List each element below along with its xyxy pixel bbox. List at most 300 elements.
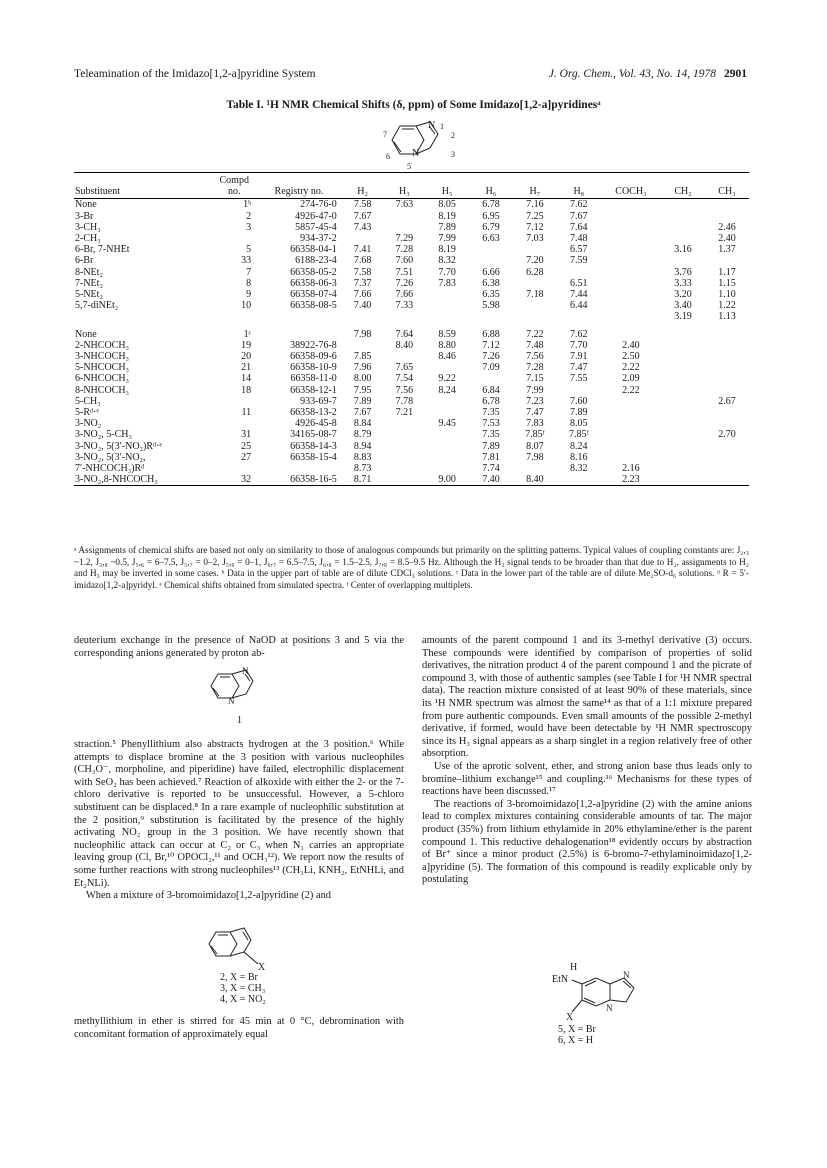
table-cell: 7 xyxy=(246,266,252,278)
column-header: CH₃ xyxy=(705,173,749,199)
table-cell: 4926-45-8 xyxy=(295,418,337,430)
table-cell: 31 xyxy=(241,429,252,441)
table-cell: 10 xyxy=(241,300,252,312)
table-cell: 3-NO₂, 5(3′-NO₂, xyxy=(75,451,146,463)
table-cell: 2-NHCOCH₃ xyxy=(75,339,130,351)
table-cell xyxy=(705,441,749,452)
table-cell: 8.24 xyxy=(570,440,588,452)
compound-label: 3, X = CH₃ xyxy=(220,983,266,994)
table-cell: 2-CH₃ xyxy=(75,233,101,245)
compound-1-label: 1 xyxy=(237,715,242,726)
table-cell: 7.40 xyxy=(469,474,513,486)
table-cell xyxy=(469,311,513,322)
table-cell xyxy=(425,441,469,452)
table-cell xyxy=(513,311,557,322)
table-cell: 8 xyxy=(246,277,252,289)
svg-text:N: N xyxy=(606,1003,613,1013)
table-row xyxy=(74,418,749,429)
table-cell: 7.85ᶠ xyxy=(525,429,545,441)
table-cell xyxy=(425,429,469,440)
table-cell: 66358-06-3 xyxy=(290,277,337,289)
table-cell: 934-37-2 xyxy=(300,233,337,245)
svg-text:N: N xyxy=(228,696,235,706)
struct-label: 5 xyxy=(407,162,411,171)
column-header: Substituent xyxy=(74,173,212,199)
table-cell: 14 xyxy=(241,373,252,385)
table-cell: 7.89 xyxy=(570,407,588,419)
table-cell: 7.03 xyxy=(526,233,544,245)
table-cell xyxy=(601,244,661,255)
table-cell xyxy=(705,329,749,340)
table-cell xyxy=(661,362,705,373)
table-cell: 6.84 xyxy=(482,384,500,396)
table-cell: 2.46 xyxy=(718,221,736,233)
compound-5-6-structure xyxy=(568,966,658,1030)
table-row xyxy=(74,222,749,233)
table-footnote: ᵃ Assignments of chemical shifts are based not only on similarity to those of analogous compounds but primarily on the splitting patterns. Typical values of coupling constants are: J₂,₃ ~1.2, J₃,₈ ~0.5, J₅,₆ = 6–7.5, J₅,₇ = 0–2, J₅,₈ = 0–1, J₆,₇ = 6.5–7.5, J₆,₈ = 1.5–2.5, J₇,₈ = 8.5–9.5 Hz. Although the H₃ signal tends to be broader than that due to H₂, assignments to H₂ and H₃ may be inverted in some cases. ᵇ Data in the upper part of table are of dilute CDCl₃ solutions. ᶜ Data in the lower part of the table are of dilute Me₂SO-d₆ solutions. ᵈ R = 5′-imidazo[1,2-a]pyridyl. ᵉ Chemical shifts obtained from simulated spectra. ᶠ Center of overlapping multiplets. xyxy=(74,545,749,590)
table-cell: 7.98 xyxy=(526,451,544,463)
table-cell: 66358-13-2 xyxy=(290,407,337,419)
compound-label: 6, X = H xyxy=(558,1035,594,1046)
table-cell xyxy=(661,255,705,266)
table-cell xyxy=(256,311,342,322)
compound-1-structure xyxy=(208,666,272,710)
table-row xyxy=(74,329,749,340)
table-cell: 7.96 xyxy=(353,362,372,374)
table-cell: 66358-05-2 xyxy=(290,266,337,278)
table-cell: 7.20 xyxy=(526,255,544,267)
table-cell: 7.78 xyxy=(395,395,414,407)
table-cell: 6.95 xyxy=(482,210,500,222)
table-cell xyxy=(383,452,425,463)
table-cell xyxy=(425,407,469,418)
table-cell xyxy=(601,407,661,418)
table-cell: 7.83 xyxy=(438,277,456,289)
table-cell xyxy=(513,278,557,289)
paragraph: The reactions of 3-bromoimidazo[1,2-a]pyridine (2) with the amine anions lead to complex mixtures containing considerable amounts of tar. The major product (35%) from lithium ethylamide in 20% ethylamine/ether is the parent compound 1. This reductive dehalogenation¹⁸ evidently occurs by abstraction of Br⁺ since a minor product (2.5%) is 6-bromo-7-ethylaminoimidazo[1,2-a]pyridine (5). The formation of this compound is readily explicable only by postulating xyxy=(422,798,752,886)
table-cell xyxy=(661,340,705,351)
table-cell: 7.54 xyxy=(395,373,414,385)
table-cell: 3-CH₃ xyxy=(75,221,101,233)
table-cell xyxy=(383,463,425,474)
table-cell: 7.89 xyxy=(353,395,372,407)
table-cell xyxy=(383,474,425,486)
table-cell: 20 xyxy=(241,351,252,363)
column-header: CH₂ xyxy=(661,173,705,199)
table-cell: 7.65 xyxy=(395,362,414,374)
struct-label: 6 xyxy=(386,152,390,161)
table-row xyxy=(74,396,749,407)
table-cell: 8.59 xyxy=(438,328,456,340)
table-cell xyxy=(661,385,705,396)
table-cell: 6-Br xyxy=(75,255,94,267)
table-cell: 2.22 xyxy=(622,384,640,396)
table-cell: 7.33 xyxy=(395,300,414,312)
table-cell: 6.88 xyxy=(482,328,500,340)
table-cell xyxy=(469,373,513,384)
table-cell xyxy=(705,340,749,351)
table-cell: 3-NO₂, 5-CH₃ xyxy=(75,429,132,441)
table-cell: 7.15 xyxy=(526,373,544,385)
table-cell: 4926-47-0 xyxy=(295,210,337,222)
table-row xyxy=(74,211,749,222)
table-cell xyxy=(212,396,256,407)
table-cell: 7.56 xyxy=(526,351,544,363)
table-cell: 2.22 xyxy=(622,362,640,374)
table-cell: 274-76-0 xyxy=(300,199,337,211)
table-cell xyxy=(705,418,749,429)
table-cell xyxy=(661,396,705,407)
table-cell xyxy=(601,199,661,211)
left-column-top xyxy=(74,635,404,660)
table-cell: 6-NHCOCH₃ xyxy=(75,373,130,385)
table-cell xyxy=(383,211,425,222)
table-cell: 1ᵇ xyxy=(243,199,252,211)
column-header: Compd no. xyxy=(212,173,256,199)
table-cell xyxy=(601,255,661,266)
table-cell xyxy=(705,452,749,463)
table-cell: 6.78 xyxy=(482,395,500,407)
table-cell: 66358-11-0 xyxy=(290,373,337,385)
table-cell xyxy=(601,278,661,289)
table-cell xyxy=(425,396,469,407)
table-cell xyxy=(74,311,212,322)
table-row xyxy=(74,289,749,300)
table-cell: 3.40 xyxy=(674,300,692,312)
table-cell xyxy=(212,233,256,244)
imidazopyridine-structure xyxy=(372,118,462,170)
table-body xyxy=(74,199,749,486)
table-cell: 5-NHCOCH₃ xyxy=(75,362,130,374)
table-cell: 66358-12-1 xyxy=(290,384,337,396)
table-cell: 7.68 xyxy=(353,255,372,267)
table-cell: 7.59 xyxy=(570,255,588,267)
table-cell: 7.74 xyxy=(482,463,500,475)
compound-2-4-labels xyxy=(220,972,266,1005)
table-cell xyxy=(705,373,749,384)
table-cell: 6.51 xyxy=(570,277,588,289)
table-cell: 9 xyxy=(246,289,252,301)
table-cell: 2.16 xyxy=(622,463,640,475)
table-cell: 66358-15-4 xyxy=(290,451,337,463)
table-cell: 7.21 xyxy=(395,407,414,419)
table-row xyxy=(74,199,749,211)
table-cell: 9.45 xyxy=(438,418,456,430)
table-cell: 7.47 xyxy=(570,362,588,374)
table-cell: 7.66 xyxy=(395,289,414,301)
table-cell: 7.23 xyxy=(526,395,544,407)
table-row xyxy=(74,373,749,384)
table-cell xyxy=(601,441,661,452)
table-cell: 5857-45-4 xyxy=(295,221,337,233)
table-cell xyxy=(601,211,661,222)
svg-text:N: N xyxy=(623,970,630,980)
column-header: COCH₃ xyxy=(601,173,661,199)
journal-citation: J. Org. Chem., Vol. 43, No. 14, 1978 2901 xyxy=(548,68,747,80)
table-cell: 8.32 xyxy=(438,255,456,267)
table-cell xyxy=(557,267,601,278)
table-cell xyxy=(425,452,469,463)
table-cell: 7.62 xyxy=(570,199,588,211)
table-cell: 7.67 xyxy=(353,407,372,419)
table-cell: 33 xyxy=(241,255,252,267)
table-cell: 7.99 xyxy=(526,384,544,396)
struct-label: 3 xyxy=(451,150,455,159)
table-cell: 1.10 xyxy=(718,289,736,301)
table-cell: 7.70 xyxy=(438,266,456,278)
table-cell: 5,7-diNEt₂ xyxy=(75,300,119,312)
table-cell: 6188-23-4 xyxy=(295,255,337,267)
table-cell: 8.32 xyxy=(570,463,588,475)
table-cell xyxy=(425,311,469,322)
table-cell: 34165-08-7 xyxy=(290,429,337,441)
compound-2-4-structure xyxy=(206,920,290,970)
table-cell: 7.67 xyxy=(353,210,372,222)
table-cell: 7.40 xyxy=(353,300,372,312)
substituent-x: X xyxy=(258,962,266,973)
table-row xyxy=(74,351,749,362)
table-cell xyxy=(212,463,256,474)
table-cell: 2.09 xyxy=(622,373,640,385)
table-cell: 3.33 xyxy=(674,277,692,289)
table-cell: 8.00 xyxy=(353,373,372,385)
table-cell xyxy=(557,474,601,486)
paragraph: When a mixture of 3-bromoimidazo[1,2-a]pyridine (2) and xyxy=(86,890,331,902)
table-cell: None xyxy=(75,199,97,211)
table-cell: 1.13 xyxy=(718,311,736,323)
paragraph: Use of the aprotic solvent, ether, and strong anion base thus leads only to bromine–lithium exchange¹⁵ and coupling.¹⁶ Mechanisms for these types of reactions have been discussed.¹⁷ xyxy=(422,760,752,798)
table-cell: 7.09 xyxy=(482,362,500,374)
table-cell: 7.99 xyxy=(438,233,456,245)
table-cell xyxy=(212,311,256,322)
table-cell: 8.71 xyxy=(342,474,384,486)
table-cell: 7.56 xyxy=(395,384,414,396)
table-cell xyxy=(601,267,661,278)
table-cell: 7.37 xyxy=(353,277,372,289)
table-cell: 66358-08-5 xyxy=(290,300,337,312)
table-cell: 25 xyxy=(241,440,252,452)
table-cell: 8.79 xyxy=(353,429,372,441)
table-cell: 7.89 xyxy=(438,221,456,233)
table-cell: None xyxy=(75,328,97,340)
struct-etn-label: EtN xyxy=(552,974,569,985)
table-cell: 66358-14-3 xyxy=(290,440,337,452)
table-cell: 7.22 xyxy=(526,328,544,340)
table-cell: 6.44 xyxy=(570,300,588,312)
table-cell: 9.22 xyxy=(438,373,456,385)
running-title: Teleamination of the Imidazo[1,2-a]pyridine System xyxy=(74,68,316,80)
compound-label: 4, X = NO₂ xyxy=(220,994,266,1005)
right-column xyxy=(422,635,752,887)
table-row xyxy=(74,244,749,255)
table-cell: 7.91 xyxy=(570,351,588,363)
table-cell: 8.40 xyxy=(513,474,557,486)
table-cell xyxy=(661,407,705,418)
table-cell xyxy=(661,211,705,222)
table-cell xyxy=(513,300,557,311)
table-cell xyxy=(342,311,384,322)
table-cell: 8-NEt₂ xyxy=(75,266,103,278)
table-row xyxy=(74,340,749,351)
table-cell: 7.43 xyxy=(353,221,372,233)
table-cell: 7.62 xyxy=(570,328,588,340)
table-cell xyxy=(661,474,705,486)
table-cell xyxy=(212,418,256,429)
table-cell: 7.95 xyxy=(353,384,372,396)
table-cell: 1.22 xyxy=(718,300,736,312)
table-cell: 1ᶜ xyxy=(243,328,252,340)
table-cell: 6.57 xyxy=(570,244,588,256)
table-cell: 1.15 xyxy=(718,277,736,289)
table-cell: 2.50 xyxy=(622,351,640,363)
table-cell xyxy=(342,233,384,244)
table-cell: 8-NHCOCH₃ xyxy=(75,384,130,396)
table-cell xyxy=(661,441,705,452)
table-cell: 2.67 xyxy=(718,395,736,407)
table-cell xyxy=(705,474,749,486)
table-cell: 8.80 xyxy=(438,339,456,351)
table-cell: 6.66 xyxy=(482,266,500,278)
table-cell xyxy=(513,244,557,255)
table-cell xyxy=(705,255,749,266)
table-cell: 66358-07-4 xyxy=(290,289,337,301)
table-cell xyxy=(601,222,661,233)
column-header: H₃ xyxy=(383,173,425,199)
table-row xyxy=(74,441,749,452)
compound-label: 5, X = Br xyxy=(558,1024,596,1035)
table-cell: 8.07 xyxy=(526,440,544,452)
table-cell: 2 xyxy=(246,210,252,222)
table-cell: 2.23 xyxy=(601,474,661,486)
table-cell: 66358-10-9 xyxy=(290,362,337,374)
table-cell: 7.12 xyxy=(482,339,500,351)
table-cell: 3.16 xyxy=(674,244,692,256)
table-cell xyxy=(425,300,469,311)
table-cell xyxy=(601,329,661,340)
column-header: H₇ xyxy=(513,173,557,199)
table-cell: 6.79 xyxy=(482,221,500,233)
table-cell: 19 xyxy=(241,339,252,351)
table-cell: 3-NO₂,8-NHCOCH₃ xyxy=(74,474,212,486)
table-cell: 7.58 xyxy=(353,266,372,278)
table-cell: 8.19 xyxy=(438,244,456,256)
table-cell: 7-NEt₂ xyxy=(75,277,103,289)
table-cell xyxy=(661,329,705,340)
struct-label: 2 xyxy=(451,131,455,140)
table-cell: 66358-04-1 xyxy=(290,244,337,256)
table-cell: 8.46 xyxy=(438,351,456,363)
table-row xyxy=(74,463,749,474)
table-cell: 7.16 xyxy=(526,199,544,211)
table-cell xyxy=(469,255,513,266)
paragraph: amounts of the parent compound 1 and its 3-methyl derivative (3) occurs. These compounds were identified by comparison of properties of solid derivatives, the nitration product 4 of the parent compound 1 and the picrate of compound 3, with those of authentic samples (see Table I for ¹H NMR spectral data). The reaction mixture consisted of at least 90% of these materials, since its ¹H NMR spectrum was almost the same¹⁴ as that of a 1:1 mixture prepared from pure authentic compounds. Even small amounts of the possible 2-methyl derivative, if formed, would have been detectable by ¹H NMR spectroscopy since its H₃ signal appears as a sharp singlet in a region relatively free of other absorption. xyxy=(422,635,752,760)
paragraph: deuterium exchange in the presence of NaOD at positions 3 and 5 via the corresponding anions generated by proton ab- xyxy=(74,635,404,659)
table-cell xyxy=(513,463,557,474)
table-cell: 7.66 xyxy=(353,289,372,301)
table-cell xyxy=(383,418,425,429)
table-cell: 6.35 xyxy=(482,289,500,301)
table-cell: 7.47 xyxy=(526,407,544,419)
left-column-bottom xyxy=(74,1016,404,1041)
table-cell: 5-Rᵈ·ᵉ xyxy=(75,407,100,419)
table-row xyxy=(74,267,749,278)
table-cell xyxy=(256,463,342,474)
table-cell: 5.98 xyxy=(482,300,500,312)
table-cell: 7.85ᶠ xyxy=(569,429,589,441)
table-cell: 21 xyxy=(241,362,252,374)
table-cell: 6-Br, 7-NHEt xyxy=(75,244,130,256)
table-cell: 7.81 xyxy=(482,451,500,463)
table-cell: 7.64 xyxy=(570,221,588,233)
paragraph: straction.⁵ Phenyllithium also abstracts hydrogen at the 3 position.⁶ While attempts to displace bromine at the 3 position with various nucleophiles (CH₃O⁻, morpholine, and piperidine) have failed, electrophilic displacement with SeO₂ has been achieved.⁷ Reaction of alkoxide with either the 2- or the 7-chloro derivative is reported to be unsuccessful. However, a 5-chloro substituent can be displaced.⁸ In a rare example of nucleophilic substitution at the 2 position,⁹ substitution is facilitated by the presence of the highly activating NO₂ group in the 3 position. We have recently shown that nucleophilic attack can occur at C₂ or C₃ when N₁ carries an appropriate leaving group (Cl, Br,¹⁰ OPOCl₂,¹¹ and OCH₃¹²). We report now the results of some further reactions with strong nucleophiles¹³ (CH₃Li, KNH₂, EtNHLi, and Et₂NLi). xyxy=(74,739,404,889)
table-cell: 38922-76-8 xyxy=(290,339,337,351)
table-cell: 7.28 xyxy=(395,244,414,256)
table-cell xyxy=(383,429,425,440)
table-cell: 7.25 xyxy=(526,210,544,222)
struct-label: 7 xyxy=(383,130,387,139)
table-cell xyxy=(661,463,705,474)
table-row xyxy=(74,278,749,289)
table-cell: 7.41 xyxy=(353,244,372,256)
table-cell xyxy=(601,300,661,311)
table-cell: 7.35 xyxy=(482,407,500,419)
table-cell: 8.84 xyxy=(353,418,372,430)
table-cell: 7.60 xyxy=(570,395,588,407)
table-cell: 5-NEt₂ xyxy=(75,289,103,301)
table-row xyxy=(74,311,749,322)
page-number: 2901 xyxy=(724,68,747,80)
table-row xyxy=(74,474,749,486)
table-cell xyxy=(383,222,425,233)
table-cell: 7′-NHCOCH₃)Rᵈ xyxy=(75,463,145,475)
table-cell: 7.55 xyxy=(570,373,588,385)
table-cell xyxy=(705,385,749,396)
table-cell xyxy=(705,463,749,474)
table-cell xyxy=(661,418,705,429)
table-cell: 2.40 xyxy=(718,233,736,245)
table-cell: 66358-09-6 xyxy=(290,351,337,363)
column-header: H₅ xyxy=(425,173,469,199)
table-cell: 8.16 xyxy=(570,451,588,463)
table-cell: 7.89 xyxy=(482,440,500,452)
table-cell: 3.19 xyxy=(674,311,692,323)
table-title: Table I. ¹H NMR Chemical Shifts (δ, ppm) of Some Imidazo[1,2-a]pyridinesᵃ xyxy=(226,99,601,111)
struct-label: N xyxy=(412,148,420,159)
table-row xyxy=(74,255,749,266)
table-cell: 8.05 xyxy=(570,418,588,430)
table-cell: 6.38 xyxy=(482,277,500,289)
struct-x-label: X xyxy=(566,1012,574,1023)
table-cell: 8.83 xyxy=(353,451,372,463)
table-cell: 3.76 xyxy=(674,266,692,278)
table-cell xyxy=(342,340,384,351)
table-cell xyxy=(425,362,469,373)
table-cell: 18 xyxy=(241,384,252,396)
table-row xyxy=(74,452,749,463)
table-cell: 6.78 xyxy=(482,199,500,211)
table-cell: 2.70 xyxy=(718,429,736,441)
table-cell xyxy=(661,233,705,244)
paragraph: methyllithium in ether is stirred for 45 min at 0 °C, debromination with concomitant formation of approximately equal xyxy=(74,1016,404,1040)
column-header: H₈ xyxy=(557,173,601,199)
table-cell xyxy=(661,429,705,440)
table-cell xyxy=(601,311,661,322)
left-column-body xyxy=(74,739,404,903)
table-cell: 8.40 xyxy=(395,339,414,351)
compound-label: 2, X = Br xyxy=(220,972,258,983)
table-cell xyxy=(425,289,469,300)
svg-text:N: N xyxy=(242,666,249,676)
